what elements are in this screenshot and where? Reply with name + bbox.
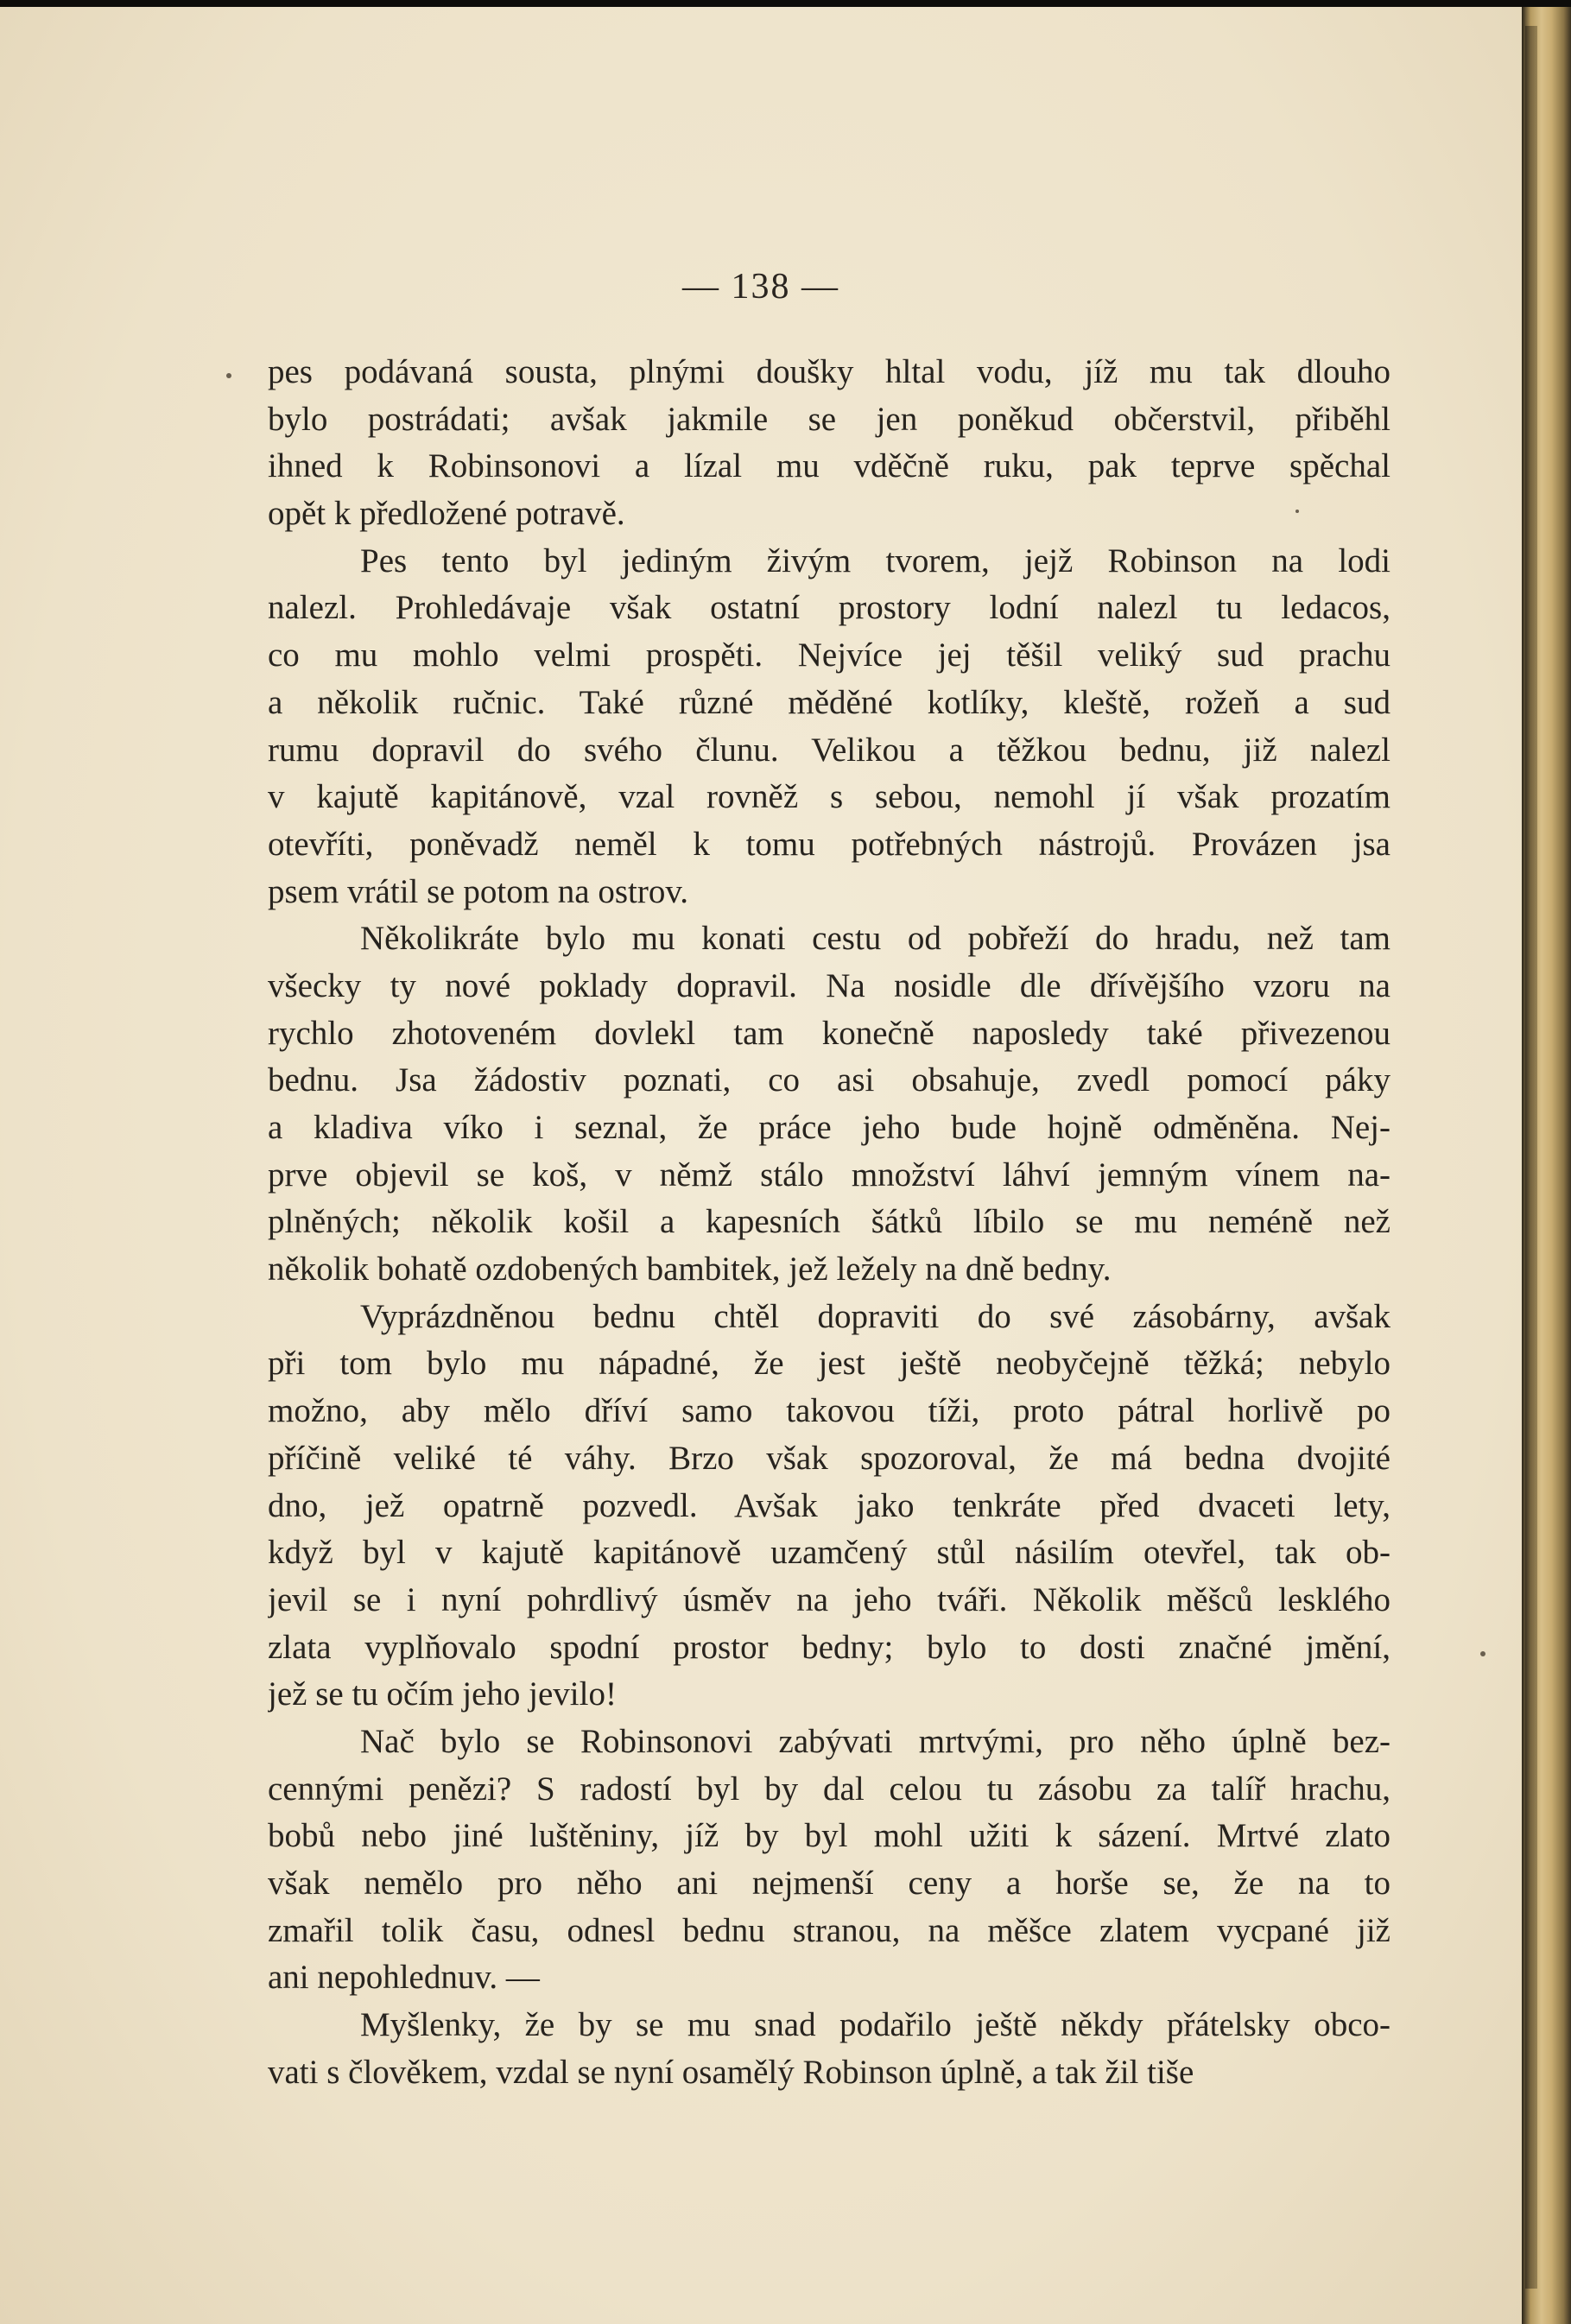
text-line: nalezl. Prohledávaje však ostatní prostory lodní nalezl tu ledacos, [268, 589, 1390, 627]
text-line: pes podávaná sousta, plnými doušky hltal vodu, jíž mu tak dlouho [268, 353, 1390, 390]
text-line: však nemělo pro něho ani nejmenší ceny a horše se, že na to [268, 1865, 1390, 1902]
text-line: Nač bylo se Robinsonovi zabývati mrtvými, pro něho úplně bez- [360, 1722, 1390, 1760]
text-line: bobů nebo jiné luštěniny, jíž by byl mohl užiti k sázení. Mrtvé zlato [268, 1817, 1390, 1855]
spine-shadow [1525, 26, 1537, 2289]
paragraph [268, 349, 1390, 538]
text-line: několik bohatě ozdobených bambitek, jež ležely na dně bedny. [268, 1251, 1112, 1289]
text-line: psem vrátil se potom na ostrov. [268, 872, 689, 910]
paragraph [268, 1294, 1390, 1719]
text-line: vati s člověkem, vzdal se nyní osamělý Robinson úplně, a tak žil tiše [268, 2053, 1194, 2091]
paper-speck [1295, 510, 1299, 513]
text-line: otevříti, poněvadž neměl k tomu potřebných nástrojů. Provázen jsa [268, 825, 1390, 863]
text-line: dno, jež opatrně pozvedl. Avšak jako tenkráte před dvaceti lety, [268, 1486, 1390, 1524]
text-line: příčině veliké té váhy. Brzo však spozoroval, že má bedna dvojité [268, 1439, 1390, 1477]
text-line: ani nepohlednuv. — [268, 1959, 540, 1997]
text-line: plněných; několik košil a kapesních šátků líbilo se mu neméně než [268, 1203, 1390, 1241]
text-line: opět k předložené potravě. [268, 495, 625, 533]
text-line: Vyprázdněnou bednu chtěl dopraviti do své zásobárny, avšak [360, 1297, 1390, 1335]
text-line: bylo postrádati; avšak jakmile se jen poněkud občerstvil, přiběhl [268, 400, 1390, 438]
text-line: při tom bylo mu nápadné, že jest ještě neobyčejně těžká; nebylo [268, 1345, 1390, 1383]
paper-speck [1480, 1651, 1485, 1656]
text-line: ihned k Robinsonovi a lízal mu vděčně ruku, pak teprve spěchal [268, 447, 1390, 485]
text-line: jež se tu očím jeho jevilo! [268, 1675, 617, 1713]
paragraph [268, 1719, 1390, 2002]
text-line: všecky ty nové poklady dopravil. Na nosidle dle dřívějšího vzoru na [268, 966, 1390, 1004]
text-line: Několikráte bylo mu konati cestu od pobřeží do hradu, než tam [360, 920, 1390, 958]
text-line: Myšlenky, že by se mu snad podařilo ještě někdy přátelsky obco- [360, 2006, 1390, 2044]
text-line: a kladiva víko i seznal, že práce jeho bude hojně odměněna. Nej- [268, 1109, 1390, 1146]
paper-speck [226, 373, 231, 378]
text-line: zmařil tolik času, odnesl bednu stranou, na měšce zlatem vycpané již [268, 1911, 1390, 1949]
paragraph [268, 538, 1390, 916]
text-line: rychlo zhotoveném dovlekl tam konečně naposledy také přivezenou [268, 1014, 1390, 1052]
text-line: když byl v kajutě kapitánově uzamčený stůl násilím otevřel, tak ob- [268, 1534, 1390, 1572]
text-line: zlata vyplňovalo spodní prostor bedny; bylo to dosti značné jmění, [268, 1628, 1390, 1666]
text-line: možno, aby mělo dříví samo takovou tíži, proto pátral horlivě po [268, 1392, 1390, 1430]
text-line: bednu. Jsa žádostiv poznati, co asi obsahuje, zvedl pomocí páky [268, 1061, 1390, 1099]
text-line: co mu mohlo velmi prospěti. Nejvíce jej těšil veliký sud prachu [268, 636, 1390, 674]
paragraph [268, 915, 1390, 1294]
text-line: v kajutě kapitánově, vzal rovněž s sebou, nemohl jí však prozatím [268, 778, 1390, 816]
text-line: jevil se i nyní pohrdlivý úsměv na jeho tváři. Několik měšců lesklého [268, 1580, 1390, 1618]
text-line: Pes tento byl jediným živým tvorem, jejž Robinson na lodi [360, 541, 1390, 579]
text-line: prve objevil se koš, v němž stálo množství láhví jemným vínem na- [268, 1156, 1390, 1194]
page-number: — 138 — [682, 267, 839, 307]
paragraph [268, 2002, 1390, 2096]
text-line: cennými penězi? S radostí byl by dal celou tu zásobu za talíř hrachu, [268, 1770, 1390, 1808]
text-line: rumu dopravil do svého člunu. Velikou a těžkou bednu, již nalezl [268, 731, 1390, 769]
body-text [268, 349, 1390, 2096]
text-line: a několik ručnic. Také různé měděné kotlíky, kleště, rožeň a sud [268, 683, 1390, 721]
